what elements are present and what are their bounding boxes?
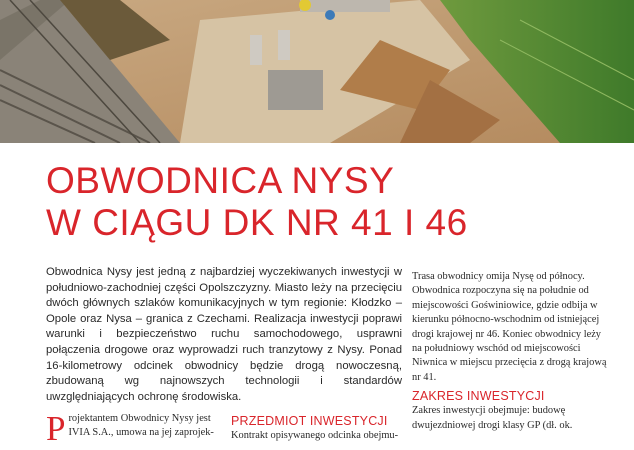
column-3 xyxy=(412,270,612,433)
column-1-text xyxy=(46,409,214,448)
column-3-body-2: Zakres inwestycji obejmuje: budowę dwujezdniowej drogi klasy GP (dł. ok. xyxy=(412,405,573,431)
column-3-body: Trasa obwodnicy omija Nysę od północy. Obwodnica rozpoczyna się na południe od miejscowości Goświniowice, gdzie odbija w kierunku północno-wschodnim od istniejącej drogi krajowej nr 46. Koniec obwodnicy leży na południowy wschód od miejscowości Niwnica w miejscu przecięcia z drogą krajową nr 41. xyxy=(412,271,607,383)
section-heading-zakres: ZAKRES INWESTYCJI xyxy=(412,389,545,404)
column-2-body: Kontrakt opisywanego odcinka obejmu- xyxy=(231,430,399,441)
aerial-photo xyxy=(0,0,634,143)
section-heading-przedmiot: PRZEDMIOT INWESTYCJI xyxy=(231,414,388,428)
page-title xyxy=(46,160,606,244)
title-line-2: W CIĄGU DK NR 41 I 46 xyxy=(46,202,468,243)
column-2 xyxy=(231,414,399,443)
drop-cap: P xyxy=(46,409,66,448)
column-1 xyxy=(46,409,214,448)
title-line-1: OBWODNICA NYSY xyxy=(46,160,395,201)
lead-paragraph: Obwodnica Nysy jest jedną z najbardziej wyczekiwanych inwestycji w południowo-zachodniej części Opolszczyzny. Miasto leży na przecięciu dwóch głównych szlaków komunikacyjnych w tym regionie: Kłodzko – Opole oraz Nysa – granica z Czechami. Realizacja inwestycji poprawi warunki i bezpieczeństwo ruchu samochodowego, usprawni połączenia drogowe oraz wyprowadzi ruch tranzytowy z Nysy. Ponad 16-kilometrowy odcinek obwodnicy będzie drogą nowoczesną, zbudowaną wg najnowszych technologii i standardów uwzględniających ochronę środowiska. xyxy=(46,266,402,403)
column-1-body: rojektantem Obwodnicy Nysy jest IVIA S.A., umowa na jej zaprojek- xyxy=(68,413,214,439)
